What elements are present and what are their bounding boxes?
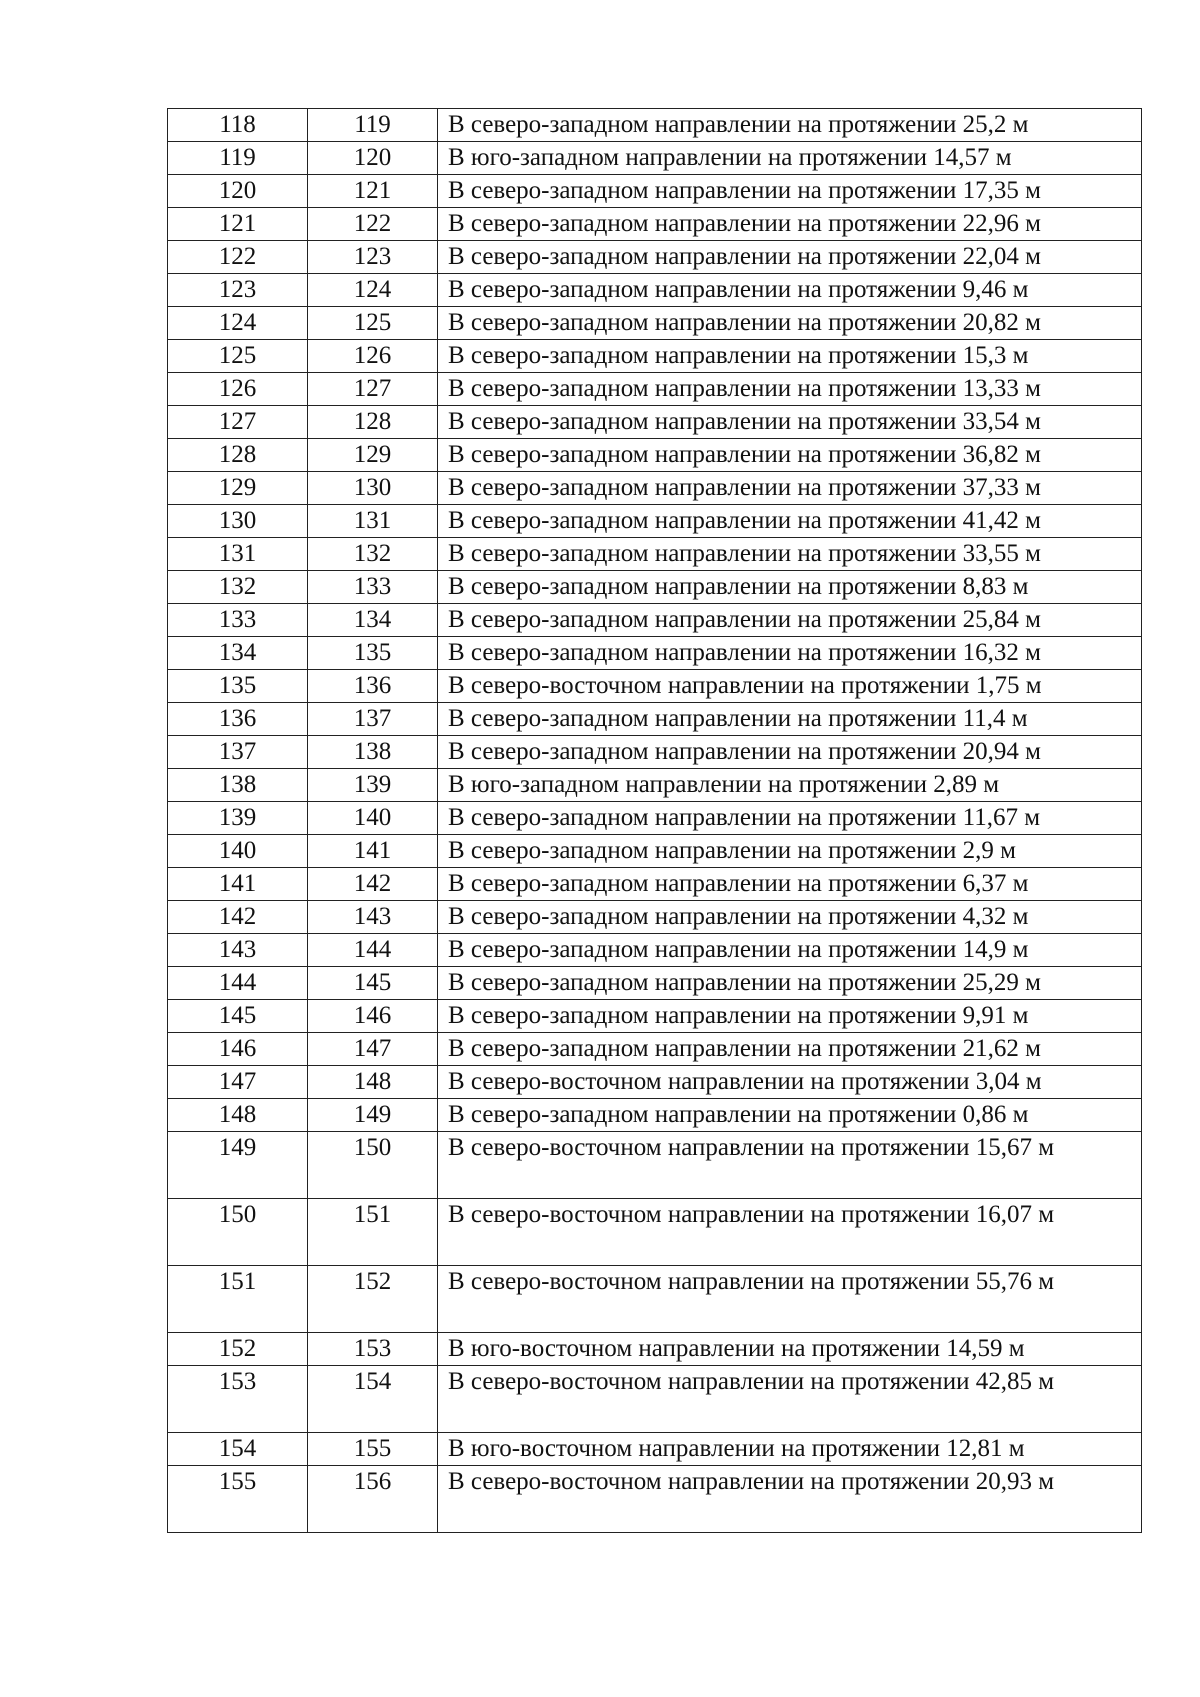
point-from-cell: 138 <box>168 769 308 802</box>
point-to-cell: 130 <box>308 472 438 505</box>
point-from-cell: 151 <box>168 1266 308 1333</box>
point-to-cell: 132 <box>308 538 438 571</box>
point-from-cell: 152 <box>168 1333 308 1366</box>
point-from-cell: 118 <box>168 109 308 142</box>
point-to-cell: 125 <box>308 307 438 340</box>
point-to-cell: 136 <box>308 670 438 703</box>
point-from-cell: 135 <box>168 670 308 703</box>
table-row <box>168 241 1142 274</box>
segment-description-cell: В северо-западном направлении на протяжении 17,35 м <box>438 175 1142 208</box>
point-from-cell: 129 <box>168 472 308 505</box>
table-row <box>168 901 1142 934</box>
table-row <box>168 571 1142 604</box>
segment-description-cell: В северо-западном направлении на протяжении 8,83 м <box>438 571 1142 604</box>
table-row <box>168 406 1142 439</box>
point-from-cell: 130 <box>168 505 308 538</box>
point-to-cell: 156 <box>308 1466 438 1533</box>
segment-description-cell: В северо-западном направлении на протяжении 20,94 м <box>438 736 1142 769</box>
table-row <box>168 868 1142 901</box>
point-from-cell: 137 <box>168 736 308 769</box>
point-from-cell: 136 <box>168 703 308 736</box>
segment-description-cell: В северо-западном направлении на протяжении 13,33 м <box>438 373 1142 406</box>
table-row <box>168 1033 1142 1066</box>
point-to-cell: 129 <box>308 439 438 472</box>
point-to-cell: 122 <box>308 208 438 241</box>
point-from-cell: 146 <box>168 1033 308 1066</box>
segment-description-cell: В северо-западном направлении на протяжении 21,62 м <box>438 1033 1142 1066</box>
point-from-cell: 119 <box>168 142 308 175</box>
point-from-cell: 124 <box>168 307 308 340</box>
point-from-cell: 125 <box>168 340 308 373</box>
point-to-cell: 150 <box>308 1132 438 1199</box>
point-to-cell: 154 <box>308 1366 438 1433</box>
point-to-cell: 149 <box>308 1099 438 1132</box>
table-row <box>168 1132 1142 1199</box>
segment-description-cell: В северо-западном направлении на протяжении 25,2 м <box>438 109 1142 142</box>
point-to-cell: 127 <box>308 373 438 406</box>
point-to-cell: 133 <box>308 571 438 604</box>
segment-description-cell: В юго-западном направлении на протяжении 2,89 м <box>438 769 1142 802</box>
point-from-cell: 140 <box>168 835 308 868</box>
table-row <box>168 703 1142 736</box>
table-body <box>168 109 1142 1533</box>
point-to-cell: 147 <box>308 1033 438 1066</box>
point-to-cell: 155 <box>308 1433 438 1466</box>
point-from-cell: 149 <box>168 1132 308 1199</box>
point-from-cell: 148 <box>168 1099 308 1132</box>
point-from-cell: 127 <box>168 406 308 439</box>
point-to-cell: 151 <box>308 1199 438 1266</box>
segment-description-cell: В северо-западном направлении на протяжении 9,91 м <box>438 1000 1142 1033</box>
table-row <box>168 439 1142 472</box>
point-to-cell: 128 <box>308 406 438 439</box>
table-row <box>168 373 1142 406</box>
point-from-cell: 150 <box>168 1199 308 1266</box>
table-row <box>168 736 1142 769</box>
segment-description-cell: В северо-западном направлении на протяжении 41,42 м <box>438 505 1142 538</box>
segment-description-cell: В северо-западном направлении на протяжении 16,32 м <box>438 637 1142 670</box>
point-to-cell: 140 <box>308 802 438 835</box>
segment-description-cell: В северо-восточном направлении на протяжении 16,07 м <box>438 1199 1142 1266</box>
point-from-cell: 133 <box>168 604 308 637</box>
point-to-cell: 124 <box>308 274 438 307</box>
table-row <box>168 109 1142 142</box>
point-to-cell: 120 <box>308 142 438 175</box>
table-row <box>168 802 1142 835</box>
segment-description-cell: В северо-западном направлении на протяжении 9,46 м <box>438 274 1142 307</box>
segment-description-cell: В северо-западном направлении на протяжении 4,32 м <box>438 901 1142 934</box>
table-row <box>168 1366 1142 1433</box>
table-row <box>168 340 1142 373</box>
table-row <box>168 1433 1142 1466</box>
segment-description-cell: В северо-западном направлении на протяжении 25,29 м <box>438 967 1142 1000</box>
table-row <box>168 670 1142 703</box>
segment-description-cell: В северо-восточном направлении на протяжении 42,85 м <box>438 1366 1142 1433</box>
point-to-cell: 135 <box>308 637 438 670</box>
segment-description-cell: В северо-западном направлении на протяжении 36,82 м <box>438 439 1142 472</box>
point-to-cell: 121 <box>308 175 438 208</box>
table-row <box>168 604 1142 637</box>
point-from-cell: 123 <box>168 274 308 307</box>
table-row <box>168 1266 1142 1333</box>
point-from-cell: 128 <box>168 439 308 472</box>
table-row <box>168 1333 1142 1366</box>
segment-description-cell: В юго-восточном направлении на протяжении 14,59 м <box>438 1333 1142 1366</box>
point-to-cell: 123 <box>308 241 438 274</box>
segment-description-cell: В северо-западном направлении на протяжении 33,54 м <box>438 406 1142 439</box>
table-row <box>168 1066 1142 1099</box>
point-to-cell: 146 <box>308 1000 438 1033</box>
point-to-cell: 119 <box>308 109 438 142</box>
point-from-cell: 134 <box>168 637 308 670</box>
segment-description-cell: В северо-западном направлении на протяжении 0,86 м <box>438 1099 1142 1132</box>
table-row <box>168 637 1142 670</box>
point-to-cell: 126 <box>308 340 438 373</box>
point-from-cell: 132 <box>168 571 308 604</box>
segment-description-cell: В северо-западном направлении на протяжении 22,04 м <box>438 241 1142 274</box>
point-from-cell: 126 <box>168 373 308 406</box>
segment-description-cell: В северо-западном направлении на протяжении 11,67 м <box>438 802 1142 835</box>
table-row <box>168 967 1142 1000</box>
segment-description-cell: В юго-западном направлении на протяжении 14,57 м <box>438 142 1142 175</box>
point-from-cell: 153 <box>168 1366 308 1433</box>
point-from-cell: 122 <box>168 241 308 274</box>
table-row <box>168 142 1142 175</box>
point-from-cell: 143 <box>168 934 308 967</box>
segment-description-cell: В северо-восточном направлении на протяжении 3,04 м <box>438 1066 1142 1099</box>
point-to-cell: 139 <box>308 769 438 802</box>
table-row <box>168 208 1142 241</box>
table-row <box>168 1199 1142 1266</box>
point-to-cell: 145 <box>308 967 438 1000</box>
point-to-cell: 144 <box>308 934 438 967</box>
point-to-cell: 143 <box>308 901 438 934</box>
table-row <box>168 175 1142 208</box>
segment-description-cell: В северо-западном направлении на протяжении 20,82 м <box>438 307 1142 340</box>
segment-description-cell: В северо-западном направлении на протяжении 14,9 м <box>438 934 1142 967</box>
table-row <box>168 934 1142 967</box>
point-to-cell: 137 <box>308 703 438 736</box>
point-to-cell: 153 <box>308 1333 438 1366</box>
point-to-cell: 138 <box>308 736 438 769</box>
point-from-cell: 121 <box>168 208 308 241</box>
segment-description-cell: В юго-восточном направлении на протяжении 12,81 м <box>438 1433 1142 1466</box>
table-row <box>168 1099 1142 1132</box>
segment-description-cell: В северо-западном направлении на протяжении 37,33 м <box>438 472 1142 505</box>
point-from-cell: 144 <box>168 967 308 1000</box>
segment-description-cell: В северо-западном направлении на протяжении 25,84 м <box>438 604 1142 637</box>
segment-description-cell: В северо-западном направлении на протяжении 6,37 м <box>438 868 1142 901</box>
point-to-cell: 142 <box>308 868 438 901</box>
point-from-cell: 131 <box>168 538 308 571</box>
segment-description-cell: В северо-восточном направлении на протяжении 15,67 м <box>438 1132 1142 1199</box>
point-to-cell: 131 <box>308 505 438 538</box>
segment-description-cell: В северо-западном направлении на протяжении 2,9 м <box>438 835 1142 868</box>
point-from-cell: 120 <box>168 175 308 208</box>
point-from-cell: 142 <box>168 901 308 934</box>
table-row <box>168 1466 1142 1533</box>
point-from-cell: 139 <box>168 802 308 835</box>
table-row <box>168 835 1142 868</box>
point-to-cell: 134 <box>308 604 438 637</box>
point-from-cell: 147 <box>168 1066 308 1099</box>
point-from-cell: 155 <box>168 1466 308 1533</box>
point-to-cell: 141 <box>308 835 438 868</box>
table-row <box>168 274 1142 307</box>
point-to-cell: 148 <box>308 1066 438 1099</box>
table-row <box>168 307 1142 340</box>
boundary-points-table <box>167 108 1142 1533</box>
point-to-cell: 152 <box>308 1266 438 1333</box>
segment-description-cell: В северо-восточном направлении на протяжении 20,93 м <box>438 1466 1142 1533</box>
table-row <box>168 472 1142 505</box>
table-row <box>168 1000 1142 1033</box>
segment-description-cell: В северо-западном направлении на протяжении 22,96 м <box>438 208 1142 241</box>
point-from-cell: 145 <box>168 1000 308 1033</box>
table-row <box>168 769 1142 802</box>
segment-description-cell: В северо-западном направлении на протяжении 15,3 м <box>438 340 1142 373</box>
table-row <box>168 538 1142 571</box>
point-from-cell: 154 <box>168 1433 308 1466</box>
point-from-cell: 141 <box>168 868 308 901</box>
segment-description-cell: В северо-западном направлении на протяжении 33,55 м <box>438 538 1142 571</box>
segment-description-cell: В северо-восточном направлении на протяжении 55,76 м <box>438 1266 1142 1333</box>
segment-description-cell: В северо-западном направлении на протяжении 11,4 м <box>438 703 1142 736</box>
segment-description-cell: В северо-восточном направлении на протяжении 1,75 м <box>438 670 1142 703</box>
table-row <box>168 505 1142 538</box>
